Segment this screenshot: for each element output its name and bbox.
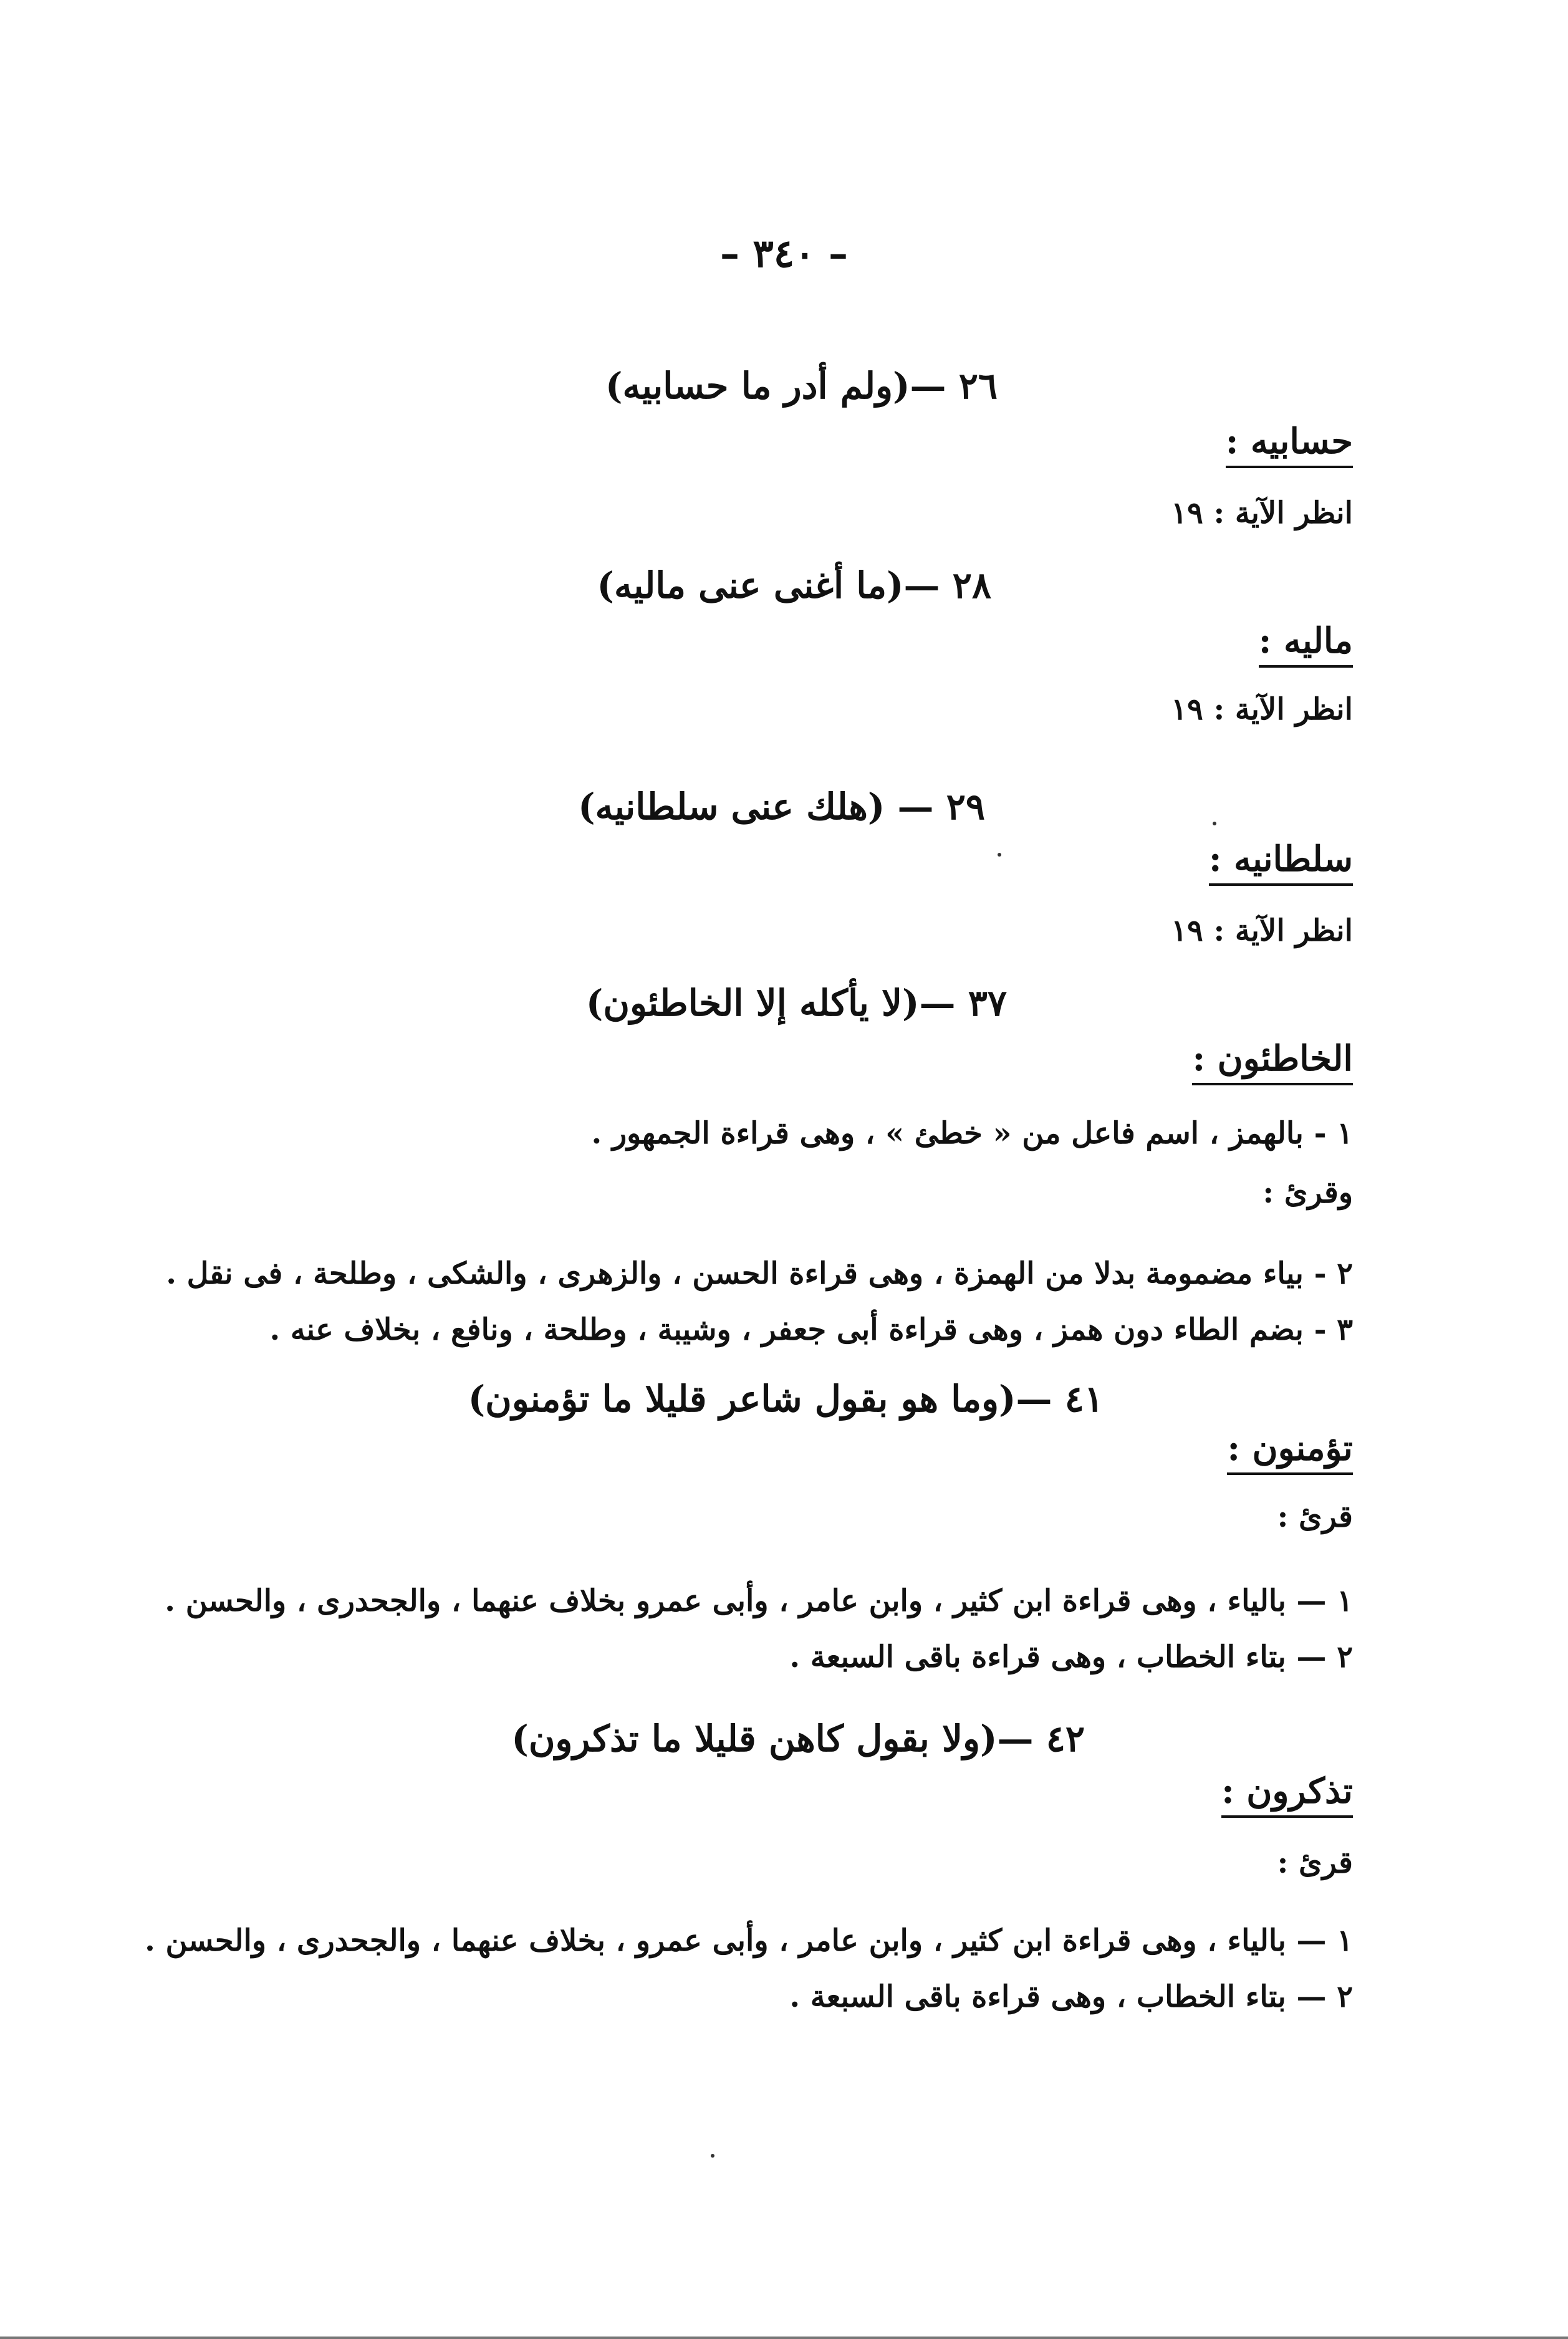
reading-line: ١ — بالياء ، وهى قراءة ابن كثير ، وابن عامر ، وأبى عمرو بخلاف عنهما ، والجحدرى ، والحسن . xyxy=(165,1583,1353,1618)
reading-line: ١ - بالهمز ، اسم فاعل من « خطئ » ، وهى قراءة الجمهور . xyxy=(591,1116,1353,1151)
scan-speck xyxy=(711,2154,714,2158)
word-heading-tadhakkarun: تذكرون : xyxy=(1221,1770,1353,1818)
reading-intro: قرئ : xyxy=(1277,1499,1353,1534)
page-number: – ٣٤٠ – xyxy=(719,231,849,276)
scan-speck xyxy=(998,853,1001,857)
reading-intro: قرئ : xyxy=(1277,1845,1353,1880)
verse-heading-29: ٢٩ — (هلك عنى سلطانيه) xyxy=(578,785,985,828)
word-heading-maliyah: ماليه : xyxy=(1259,620,1353,668)
verse-heading-41: ٤١ —(وما هو بقول شاعر قليلا ما تؤمنون) xyxy=(468,1378,1104,1420)
verse-heading-26: ٢٦ —(ولم أدر ما حسابيه) xyxy=(605,365,998,407)
verse-heading-28: ٢٨ —(ما أغنى عنى ماليه) xyxy=(597,564,991,607)
word-heading-sultaniyah: سلطانيه : xyxy=(1209,838,1353,886)
reading-line: ٢ — بتاء الخطاب ، وهى قراءة باقى السبعة . xyxy=(789,1979,1353,2014)
reading-line: ١ — بالياء ، وهى قراءة ابن كثير ، وابن عامر ، وأبى عمرو ، بخلاف عنهما ، والجحدرى ، والحسن . xyxy=(145,1923,1353,1958)
reading-line: ٣ - بضم الطاء دون همز ، وهى قراءة أبى جعفر ، وشيبة ، وطلحة ، ونافع ، بخلاف عنه . xyxy=(269,1312,1353,1347)
word-heading-hisabiyah: حسابيه : xyxy=(1226,421,1353,468)
scan-speck xyxy=(1213,822,1216,825)
note-line: انظر الآية : ١٩ xyxy=(1171,913,1353,948)
page-bottom-edge xyxy=(0,2337,1568,2339)
verse-heading-37: ٣٧ —(لا يأكله إلا الخاطئون) xyxy=(585,982,1007,1024)
note-line: انظر الآية : ١٩ xyxy=(1171,692,1353,727)
reading-intro: وقرئ : xyxy=(1263,1175,1353,1210)
reading-line: ٢ — بتاء الخطاب ، وهى قراءة باقى السبعة . xyxy=(789,1640,1353,1674)
reading-line: ٢ - بياء مضمومة بدلا من الهمزة ، وهى قراءة الحسن ، والزهرى ، والشكى ، وطلحة ، فى نقل . xyxy=(166,1256,1353,1291)
word-heading-khatiun: الخاطئون : xyxy=(1192,1038,1353,1085)
word-heading-tuminun: تؤمنون : xyxy=(1227,1428,1353,1475)
note-line: انظر الآية : ١٩ xyxy=(1171,496,1353,531)
verse-heading-42: ٤٢ —(ولا بقول كاهن قليلا ما تذكرون) xyxy=(511,1717,1085,1760)
